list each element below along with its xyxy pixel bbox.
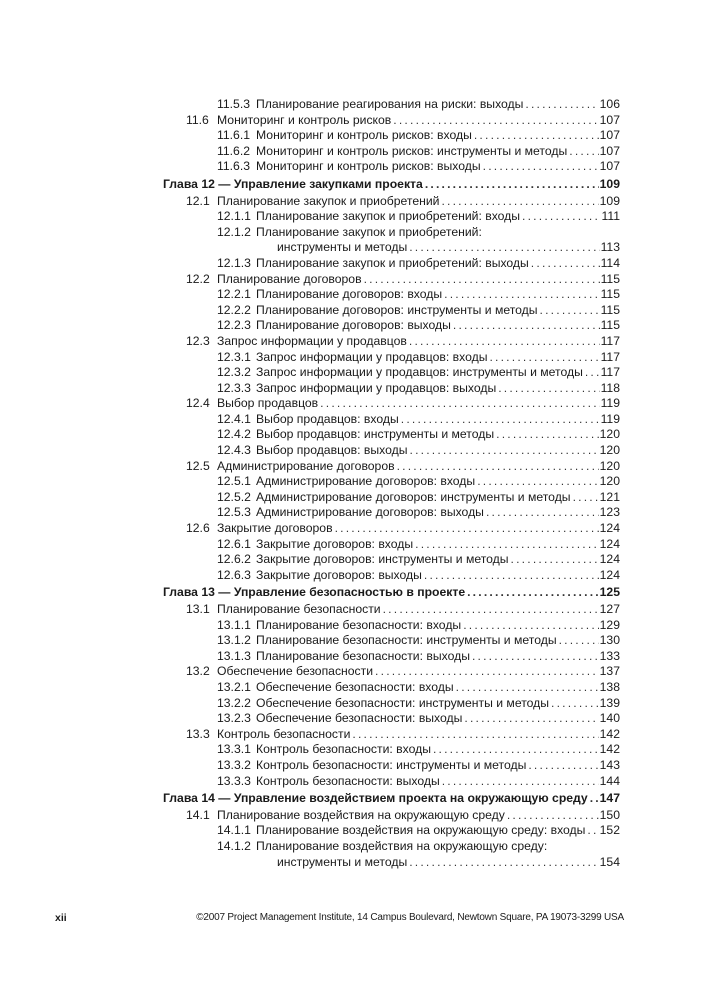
page-ref: 117 bbox=[600, 365, 620, 380]
dot-leader bbox=[472, 649, 599, 665]
dot-leader bbox=[393, 113, 598, 129]
section-number: 12.3.2 bbox=[217, 365, 251, 380]
page-ref: 129 bbox=[599, 617, 620, 632]
dot-leader bbox=[320, 396, 599, 412]
entry-line bbox=[256, 505, 620, 521]
entry-line bbox=[256, 618, 620, 634]
section-number: 12.1.2 bbox=[217, 224, 251, 239]
toc-entry[interactable] bbox=[0, 272, 716, 288]
entry-line bbox=[256, 365, 620, 381]
entry-line bbox=[256, 633, 620, 649]
entry-line bbox=[256, 159, 620, 175]
section-title: Администрирование договоров: выходы bbox=[256, 505, 484, 520]
entry-line bbox=[256, 412, 620, 428]
section-title: Запрос информации у продавцов: выходы bbox=[256, 380, 497, 395]
page-ref: 124 bbox=[599, 552, 620, 567]
section-number: 12.5.3 bbox=[217, 505, 251, 520]
page-ref: 137 bbox=[599, 664, 620, 679]
toc-entry[interactable] bbox=[0, 97, 716, 113]
section-title: Глава 13 — Управление безопасностью в проекте bbox=[163, 585, 466, 600]
entry-line bbox=[256, 490, 620, 506]
toc-entry[interactable] bbox=[0, 696, 716, 712]
toc-entry[interactable] bbox=[0, 443, 716, 459]
entry-line bbox=[217, 602, 620, 618]
section-number: 12.5.2 bbox=[217, 489, 251, 504]
entry-line bbox=[256, 696, 620, 712]
entry-line bbox=[277, 855, 620, 871]
page-ref: 113 bbox=[600, 240, 620, 255]
dot-leader bbox=[585, 365, 600, 381]
entry-line bbox=[277, 240, 620, 256]
entry-line bbox=[163, 177, 620, 193]
page-ref: 120 bbox=[599, 458, 620, 473]
dot-leader bbox=[511, 552, 599, 568]
section-title: инструменты и методы bbox=[277, 854, 408, 869]
dot-leader bbox=[444, 287, 599, 303]
section-number: 12.3.3 bbox=[217, 380, 251, 395]
page-ref: 109 bbox=[599, 176, 620, 191]
section-title: Глава 12 — Управление закупками проекта bbox=[163, 176, 423, 191]
section-number: 12.2.2 bbox=[217, 302, 251, 317]
page-ref: 147 bbox=[599, 791, 620, 806]
section-number: 14.1 bbox=[186, 807, 210, 822]
section-number: 13.3.2 bbox=[217, 757, 251, 772]
section-title: Контроль безопасности bbox=[217, 726, 351, 741]
dot-leader bbox=[467, 585, 599, 601]
page-ref: 124 bbox=[599, 521, 620, 536]
entry-line bbox=[217, 727, 620, 743]
dot-leader bbox=[409, 240, 599, 256]
section-title: Планирование безопасности: выходы bbox=[256, 648, 470, 663]
entry-line bbox=[217, 113, 620, 129]
section-number: 12.6.1 bbox=[217, 536, 251, 551]
section-number: 12.4.1 bbox=[217, 411, 251, 426]
section-title: Планирование безопасности: инструменты и методы bbox=[256, 633, 557, 648]
dot-leader bbox=[409, 855, 598, 871]
copyright-notice: ©2007 Project Management Institute, 14 Campus Boulevard, Newtown Square, PA 19073-3299 USA bbox=[196, 912, 624, 923]
page-ref: 144 bbox=[599, 773, 620, 788]
page-ref: 124 bbox=[599, 536, 620, 551]
page-ref: 125 bbox=[599, 585, 620, 600]
section-title: Обеспечение безопасности: инструменты и методы bbox=[256, 695, 550, 710]
section-title: Закрытие договоров: входы bbox=[256, 536, 414, 551]
page-ref: 120 bbox=[599, 474, 620, 489]
section-title: Закрытие договоров: выходы bbox=[256, 567, 422, 582]
toc-entry[interactable] bbox=[0, 287, 716, 303]
dot-leader bbox=[590, 791, 599, 807]
page-ref: 119 bbox=[600, 396, 620, 411]
entry-line bbox=[256, 225, 484, 241]
entry-line bbox=[256, 758, 620, 774]
toc-chapter-entry[interactable] bbox=[0, 585, 716, 601]
page-ref: 130 bbox=[599, 633, 620, 648]
section-number: 12.3.1 bbox=[217, 349, 251, 364]
page-ref: 117 bbox=[600, 333, 620, 348]
dot-leader bbox=[383, 602, 599, 618]
entry-line bbox=[217, 272, 620, 288]
toc-chapter-entry[interactable] bbox=[0, 177, 716, 193]
dot-leader bbox=[425, 177, 599, 193]
toc-entry[interactable] bbox=[0, 240, 716, 256]
entry-line bbox=[256, 680, 620, 696]
section-number: 12.2 bbox=[186, 271, 210, 286]
section-title: Контроль безопасности: инструменты и методы bbox=[256, 757, 527, 772]
toc-entry[interactable] bbox=[0, 381, 716, 397]
page-ref: 142 bbox=[599, 742, 620, 757]
dot-leader bbox=[522, 209, 600, 225]
entry-line bbox=[256, 711, 620, 727]
section-title: Выбор продавцов: выходы bbox=[256, 443, 408, 458]
toc-entry[interactable] bbox=[0, 225, 716, 241]
page-ref: 115 bbox=[600, 318, 620, 333]
section-number: 13.1 bbox=[186, 602, 210, 616]
section-number: 12.6.3 bbox=[217, 567, 251, 582]
toc-entry[interactable] bbox=[0, 727, 716, 743]
section-title: Планирование договоров: инструменты и методы bbox=[256, 302, 538, 317]
dot-leader bbox=[433, 742, 599, 758]
entry-line bbox=[256, 823, 620, 839]
toc-entry[interactable] bbox=[0, 758, 716, 774]
section-title: инструменты и методы bbox=[277, 240, 408, 255]
toc-entry[interactable] bbox=[0, 808, 716, 824]
page-ref: 124 bbox=[599, 567, 620, 582]
dot-leader bbox=[573, 490, 599, 506]
entry-line bbox=[256, 303, 620, 319]
section-title: Обеспечение безопасности: входы bbox=[256, 679, 454, 694]
toc-entry[interactable] bbox=[0, 412, 716, 428]
dot-leader bbox=[587, 823, 598, 839]
toc-entry[interactable] bbox=[0, 680, 716, 696]
page-number: xii bbox=[55, 912, 67, 924]
toc-entry[interactable] bbox=[0, 552, 716, 568]
dot-leader bbox=[525, 97, 598, 113]
dot-leader bbox=[456, 680, 599, 696]
dot-leader bbox=[463, 618, 598, 634]
toc-entry[interactable] bbox=[0, 459, 716, 475]
toc-entry[interactable] bbox=[0, 649, 716, 665]
section-title: Администрирование договоров bbox=[217, 458, 395, 473]
dot-leader bbox=[442, 774, 599, 790]
section-title: Планирование договоров: выходы bbox=[256, 318, 451, 333]
page-ref: 139 bbox=[599, 695, 620, 710]
section-title: Планирование воздействия на окружающую среду: входы bbox=[256, 823, 586, 838]
entry-line bbox=[256, 144, 620, 160]
section-title: Планирование закупок и приобретений: выходы bbox=[256, 255, 529, 270]
entry-line bbox=[256, 97, 620, 113]
section-title: Запрос информации у продавцов: входы bbox=[256, 349, 488, 364]
page-ref: 107 bbox=[599, 143, 620, 158]
section-number: 14.1.1 bbox=[217, 823, 251, 838]
toc-entry[interactable] bbox=[0, 490, 716, 506]
entry-line bbox=[217, 664, 620, 680]
section-title: Выбор продавцов: входы bbox=[256, 411, 399, 426]
dot-leader bbox=[424, 568, 599, 584]
dot-leader bbox=[464, 711, 598, 727]
entry-line bbox=[217, 396, 620, 412]
dot-leader bbox=[474, 128, 599, 144]
toc-entry[interactable] bbox=[0, 774, 716, 790]
section-number: 13.1.2 bbox=[217, 633, 251, 648]
toc-entry[interactable] bbox=[0, 618, 716, 634]
section-title: Мониторинг и контроль рисков bbox=[217, 112, 392, 127]
page-ref: 123 bbox=[599, 505, 620, 520]
toc-entry[interactable] bbox=[0, 474, 716, 490]
toc-entry[interactable] bbox=[0, 256, 716, 272]
section-title: Контроль безопасности: входы bbox=[256, 742, 431, 757]
section-title: Запрос информации у продавцов bbox=[217, 333, 407, 348]
page-ref: 150 bbox=[599, 807, 620, 822]
section-title: Мониторинг и контроль рисков: инструменты и методы bbox=[256, 143, 568, 158]
section-title: Закрытие договоров: инструменты и методы bbox=[256, 552, 509, 567]
section-number: 11.5.3 bbox=[217, 97, 250, 111]
dot-leader bbox=[415, 537, 599, 553]
page-ref: 120 bbox=[599, 427, 620, 442]
dot-leader bbox=[401, 412, 600, 428]
page-ref: 140 bbox=[599, 711, 620, 726]
entry-line bbox=[256, 381, 620, 397]
section-number: 11.6.1 bbox=[217, 128, 250, 143]
dot-leader bbox=[483, 159, 599, 175]
entry-line bbox=[256, 474, 620, 490]
entry-line bbox=[217, 334, 620, 350]
entry-line bbox=[217, 459, 620, 475]
dot-leader bbox=[486, 505, 599, 521]
section-number: 12.5 bbox=[186, 458, 210, 473]
entry-line bbox=[256, 537, 620, 553]
page-ref: 133 bbox=[599, 648, 620, 663]
section-number: 11.6.3 bbox=[217, 159, 250, 174]
dot-leader bbox=[375, 664, 599, 680]
section-number: 12.2.3 bbox=[217, 318, 251, 333]
section-number: 12.4.2 bbox=[217, 427, 251, 442]
page-ref: 109 bbox=[599, 193, 620, 208]
toc-entry[interactable] bbox=[0, 568, 716, 584]
section-title: Планирование безопасности bbox=[217, 602, 381, 616]
toc-chapter-entry[interactable] bbox=[0, 791, 716, 807]
entry-line bbox=[256, 209, 620, 225]
toc-entry[interactable] bbox=[0, 427, 716, 443]
page-ref: 115 bbox=[600, 302, 620, 317]
section-number: 11.6.2 bbox=[217, 143, 250, 158]
section-title: Обеспечение безопасности bbox=[217, 664, 374, 679]
entry-line bbox=[256, 287, 620, 303]
section-number: 13.3.3 bbox=[217, 773, 251, 788]
toc-entry[interactable] bbox=[0, 742, 716, 758]
toc-entry[interactable] bbox=[0, 209, 716, 225]
page-ref: 142 bbox=[599, 726, 620, 741]
toc-entry[interactable] bbox=[0, 855, 716, 871]
toc-entry[interactable] bbox=[0, 521, 716, 537]
toc-entry[interactable] bbox=[0, 350, 716, 366]
entry-line bbox=[163, 585, 620, 601]
section-title: Планирование реагирования на риски: выходы bbox=[256, 97, 524, 111]
toc-entry[interactable] bbox=[0, 602, 716, 618]
section-number: 13.3.1 bbox=[217, 742, 251, 757]
toc-entry[interactable] bbox=[0, 396, 716, 412]
section-number: 12.2.1 bbox=[217, 287, 251, 302]
section-number: 13.2.1 bbox=[217, 679, 251, 694]
section-number: 12.4 bbox=[186, 396, 210, 411]
page-ref: 107 bbox=[599, 159, 620, 174]
entry-line bbox=[256, 552, 620, 568]
dot-leader bbox=[551, 696, 599, 712]
entry-line bbox=[256, 128, 620, 144]
section-number: 11.6 bbox=[186, 112, 209, 127]
entry-line bbox=[163, 791, 620, 807]
section-title: Закрытие договоров bbox=[217, 521, 333, 536]
section-title: Администрирование договоров: входы bbox=[256, 474, 476, 489]
toc-entry[interactable] bbox=[0, 537, 716, 553]
entry-line bbox=[256, 742, 620, 758]
dot-leader bbox=[540, 303, 600, 319]
entry-line bbox=[256, 318, 620, 334]
entry-line bbox=[256, 568, 620, 584]
section-title: Планирование закупок и приобретений bbox=[217, 193, 440, 208]
section-number: 12.5.1 bbox=[217, 474, 251, 489]
section-number: 13.2.3 bbox=[217, 711, 251, 726]
page-ref: 138 bbox=[599, 679, 620, 694]
toc-entry[interactable] bbox=[0, 318, 716, 334]
section-title: Контроль безопасности: выходы bbox=[256, 773, 440, 788]
section-number: 13.1.3 bbox=[217, 648, 251, 663]
section-title: Планирование договоров bbox=[217, 271, 362, 286]
section-title: Мониторинг и контроль рисков: выходы bbox=[256, 159, 481, 174]
page-ref: 107 bbox=[599, 112, 620, 127]
entry-line bbox=[256, 427, 620, 443]
page-ref: 115 bbox=[600, 287, 620, 302]
page-ref: 118 bbox=[600, 380, 620, 395]
section-title: Выбор продавцов: инструменты и методы bbox=[256, 427, 495, 442]
entry-line bbox=[256, 256, 620, 272]
toc-entry[interactable] bbox=[0, 144, 716, 160]
toc-entry[interactable] bbox=[0, 128, 716, 144]
section-title: Администрирование договоров: инструменты и методы bbox=[256, 489, 571, 504]
dot-leader bbox=[335, 521, 599, 537]
toc-entry[interactable] bbox=[0, 159, 716, 175]
dot-leader bbox=[364, 272, 600, 288]
entry-line bbox=[256, 649, 620, 665]
page-ref: 152 bbox=[599, 823, 620, 838]
section-number: 12.3 bbox=[186, 333, 210, 348]
toc-entry[interactable] bbox=[0, 505, 716, 521]
toc-entry[interactable] bbox=[0, 711, 716, 727]
dot-leader bbox=[409, 334, 600, 350]
dot-leader bbox=[498, 381, 599, 397]
section-title: Планирование воздействия на окружающую среду: bbox=[256, 838, 548, 853]
entry-line bbox=[256, 443, 620, 459]
dot-leader bbox=[489, 350, 599, 366]
toc-entry[interactable] bbox=[0, 113, 716, 129]
toc-entry[interactable] bbox=[0, 303, 716, 319]
toc-entry[interactable] bbox=[0, 839, 716, 855]
section-number: 13.3 bbox=[186, 726, 210, 741]
page-ref: 111 bbox=[601, 209, 620, 224]
section-number: 12.6 bbox=[186, 521, 210, 536]
section-number: 12.6.2 bbox=[217, 552, 251, 567]
section-number: 14.1.2 bbox=[217, 838, 251, 853]
page-ref: 127 bbox=[599, 602, 620, 616]
page-ref: 154 bbox=[599, 854, 620, 869]
page-ref: 121 bbox=[599, 489, 620, 504]
section-title: Планирование воздействия на окружающую среду bbox=[217, 807, 505, 822]
page-ref: 114 bbox=[600, 255, 620, 270]
page-ref: 117 bbox=[600, 349, 620, 364]
dot-leader bbox=[453, 318, 600, 334]
section-number: 13.2 bbox=[186, 664, 210, 679]
page-ref: 143 bbox=[599, 757, 620, 772]
section-title: Запрос информации у продавцов: инструменты и методы bbox=[256, 365, 583, 380]
dot-leader bbox=[507, 808, 599, 824]
toc-entry[interactable] bbox=[0, 194, 716, 210]
section-title: Выбор продавцов bbox=[217, 396, 319, 411]
toc-entry[interactable] bbox=[0, 633, 716, 649]
toc-entry[interactable] bbox=[0, 823, 716, 839]
page-ref: 120 bbox=[599, 443, 620, 458]
toc-entry[interactable] bbox=[0, 334, 716, 350]
section-title: Мониторинг и контроль рисков: входы bbox=[256, 128, 472, 143]
section-title: Планирование закупок и приобретений: bbox=[256, 224, 482, 239]
dot-leader bbox=[352, 727, 598, 743]
page-ref: 107 bbox=[599, 128, 620, 143]
dot-leader bbox=[528, 758, 598, 774]
page-ref: 119 bbox=[600, 411, 620, 426]
entry-line bbox=[256, 350, 620, 366]
dot-leader bbox=[441, 194, 598, 210]
entry-line bbox=[217, 808, 620, 824]
dot-leader bbox=[397, 459, 599, 475]
section-title: Планирование безопасности: входы bbox=[256, 617, 462, 632]
section-number: 13.1.1 bbox=[217, 617, 251, 632]
section-number: 12.1.1 bbox=[217, 209, 251, 224]
toc-entry[interactable] bbox=[0, 664, 716, 680]
section-title: Обеспечение безопасности: выходы bbox=[256, 711, 463, 726]
toc-entry[interactable] bbox=[0, 365, 716, 381]
section-title: Глава 14 — Управление воздействием проекта на окружающую среду bbox=[163, 791, 588, 806]
entry-line bbox=[256, 774, 620, 790]
entry-line bbox=[217, 194, 620, 210]
dot-leader bbox=[569, 144, 598, 160]
section-title: Планирование закупок и приобретений: входы bbox=[256, 209, 521, 224]
dot-leader bbox=[559, 633, 599, 649]
dot-leader bbox=[410, 443, 599, 459]
table-of-contents bbox=[0, 97, 716, 870]
page-ref: 106 bbox=[599, 97, 620, 111]
dot-leader bbox=[496, 427, 599, 443]
section-number: 12.1.3 bbox=[217, 255, 251, 270]
entry-line bbox=[256, 839, 549, 855]
section-number: 13.2.2 bbox=[217, 695, 251, 710]
dot-leader bbox=[531, 256, 600, 272]
section-number: 12.1 bbox=[186, 193, 210, 208]
section-title: Планирование договоров: входы bbox=[256, 287, 443, 302]
section-number: 12.4.3 bbox=[217, 443, 251, 458]
page-ref: 115 bbox=[600, 271, 620, 286]
entry-line bbox=[217, 521, 620, 537]
dot-leader bbox=[477, 474, 598, 490]
